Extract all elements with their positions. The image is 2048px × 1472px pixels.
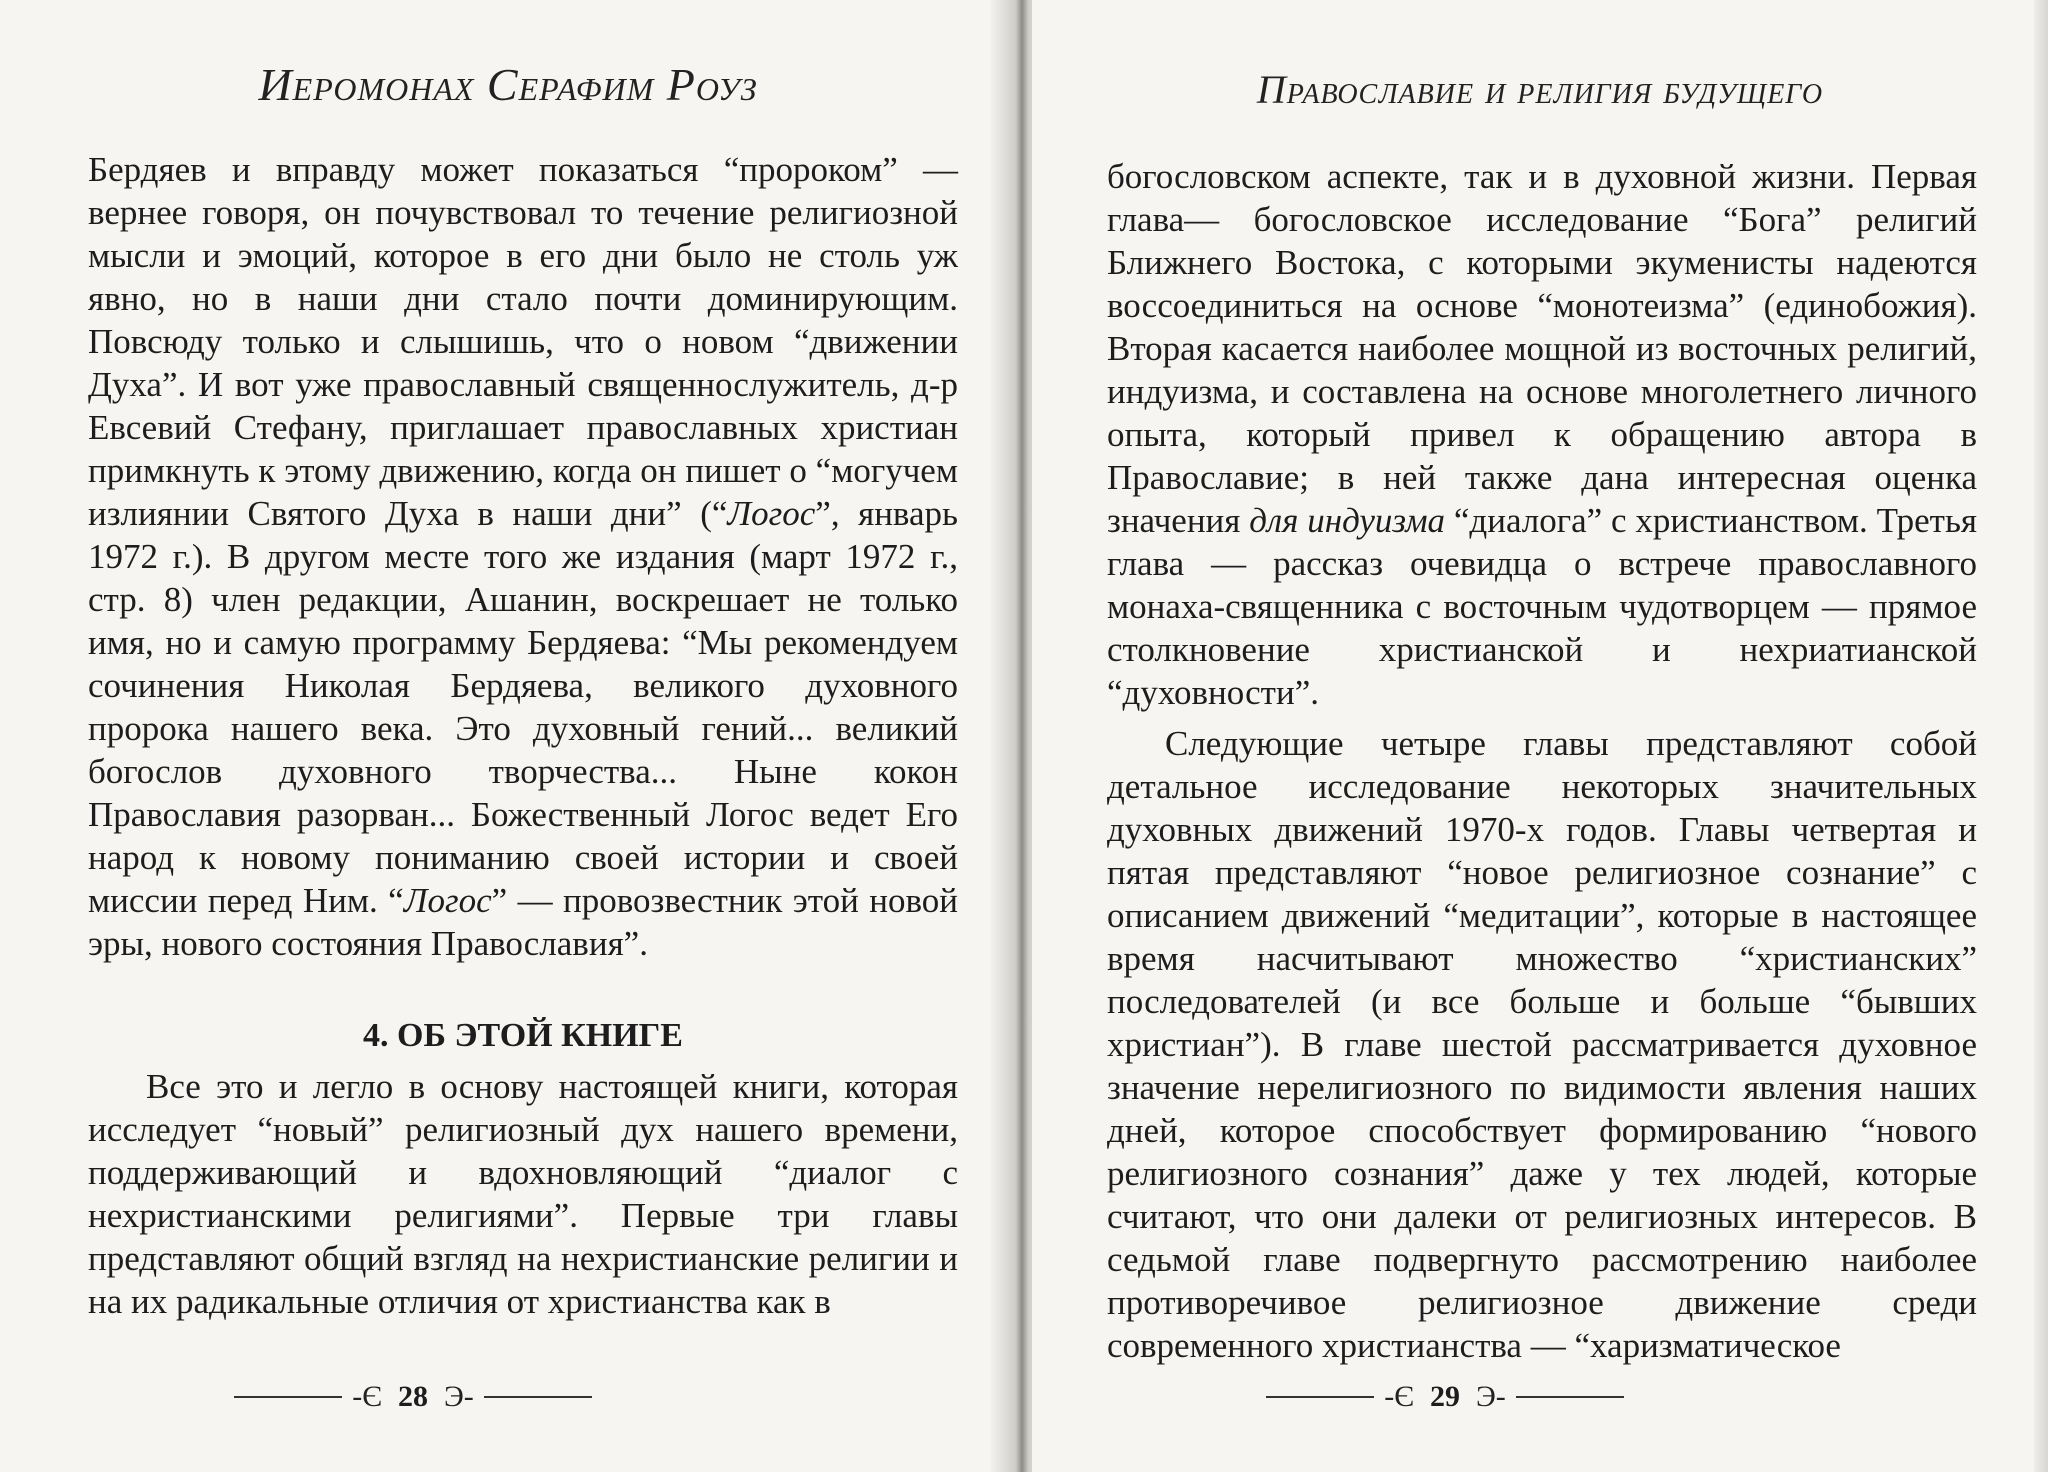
right-running-head: Православие и религия будущего [1256, 67, 1824, 112]
left-paragraph-1-em-2: Логос [403, 881, 492, 920]
left-paragraph-1-a: Бердяев и вправду может показаться “пророком” — вернее говоря, он почувствовал то течение религиозной мысли и эмоций, которое в его дни было не столь уж явно, но в наши дни стало почти доминирующим. Повсюду только и слышишь, что о новом “движении Духа”. И вот уже православный священнослужитель, д-р Евсевий Стефану, приглашает православных христиан примкнуть к этому движению, когда он пишет о “могучем излиянии Святого Духа в наши дни” (“ [88, 150, 958, 533]
folio-rule-right [484, 1396, 592, 1398]
ornament-left-icon: -Є [1384, 1380, 1414, 1413]
right-paragraph-1-em: для индуизма [1249, 501, 1446, 540]
folio-rule-right [1516, 1396, 1624, 1398]
right-paragraph-1-a: богословском аспекте, так и в духовной жизни. Первая глава— богословское исследование “Бога” религий Ближнего Востока, с которыми экуменисты надеются воссоединиться на основе “монотеизма” (единобожия). Вторая касается наиболее мощной из восточных религий, индуизма, и составлена на основе многолетнего личного опыта, который привел к обращению автора в Православие; в ней также дана интересная оценка значения [1107, 157, 1977, 540]
folio-rule-left [234, 1396, 342, 1398]
ornament-right-icon: Э- [1476, 1380, 1506, 1413]
left-running-head: Иеромонах Серафим Роуз [258, 59, 758, 110]
left-page [0, 0, 1016, 1472]
left-paragraph-1-em-1: Логос [727, 494, 816, 533]
page-number-right: 29 [1430, 1380, 1460, 1413]
left-paragraph-1 [88, 148, 958, 965]
page-number-left: 28 [398, 1380, 428, 1413]
section-heading: 4. ОБ ЭТОЙ КНИГЕ [363, 1017, 683, 1054]
ornament-right-icon: Э- [444, 1380, 474, 1413]
left-page-text [88, 148, 958, 1323]
right-page [1032, 0, 2048, 1472]
right-paragraph-1 [1107, 155, 1977, 714]
left-paragraph-1-b: ”, январь 1972 г.). В другом месте того же издания (март 1972 г., стр. 8) член редакции, Ашанин, воскрешает не только имя, но и самую программу Бердяева: “Мы рекомендуем сочинения Николая Бердяева, великого духовного пророка нашего века. Это духовный гений... великий богослов духовного творчества... Ныне кокон Православия разорван... Божественный Логос ведет Его народ к новому пониманию своей истории и своей миссии перед Ним. “ [88, 494, 958, 920]
page-edge [2034, 0, 2048, 1472]
left-paragraph-2: Все это и легло в основу настоящей книги, которая исследует “новый” религиозный дух нашего времени, поддерживающий и вдохновляющий “диалог с нехристианскими религиями”. Первые три главы представляют общий взгляд на нехристианские религии и на их радикальные отличия от христианства как в [88, 1067, 958, 1321]
ornament-left-icon: -Є [352, 1380, 382, 1413]
right-page-text [1107, 155, 1977, 1367]
right-paragraph-1-b: “диалога” с христианством. Третья глава — рассказ очевидца о встрече православного монаха-священника с восточным чудотворцем — прямое столкновение христианской и нехриатианской “духовности”. [1107, 501, 1978, 712]
right-folio [842, 1382, 2048, 1412]
right-paragraph-2: Следующие четыре главы представляют собой детальное исследование некоторых значительных духовных движений 1970-х годов. Главы четвертая и пятая представляют “новое религиозное сознание” с описанием движений “медитации”, которые в настоящее время насчитывают множество “христианских” последователей (и все больше и больше “бывших христиан”). В главе шестой рассматривается духовное значение нерелигиозного по видимости явления наших дней, которое способствует формированию “нового религиозного сознания” даже у тех людей, которые считают, что они далеки от религиозных интересов. В седьмой главе подвергнуто рассмотрению наиболее противоречивое религиозное движение среди современного христианства — “харизматическое [1107, 724, 1977, 1365]
left-paragraph-1-c: ” — провозвестник этой новой эры, нового состояния Православия”. [88, 881, 959, 963]
folio-rule-left [1266, 1396, 1374, 1398]
